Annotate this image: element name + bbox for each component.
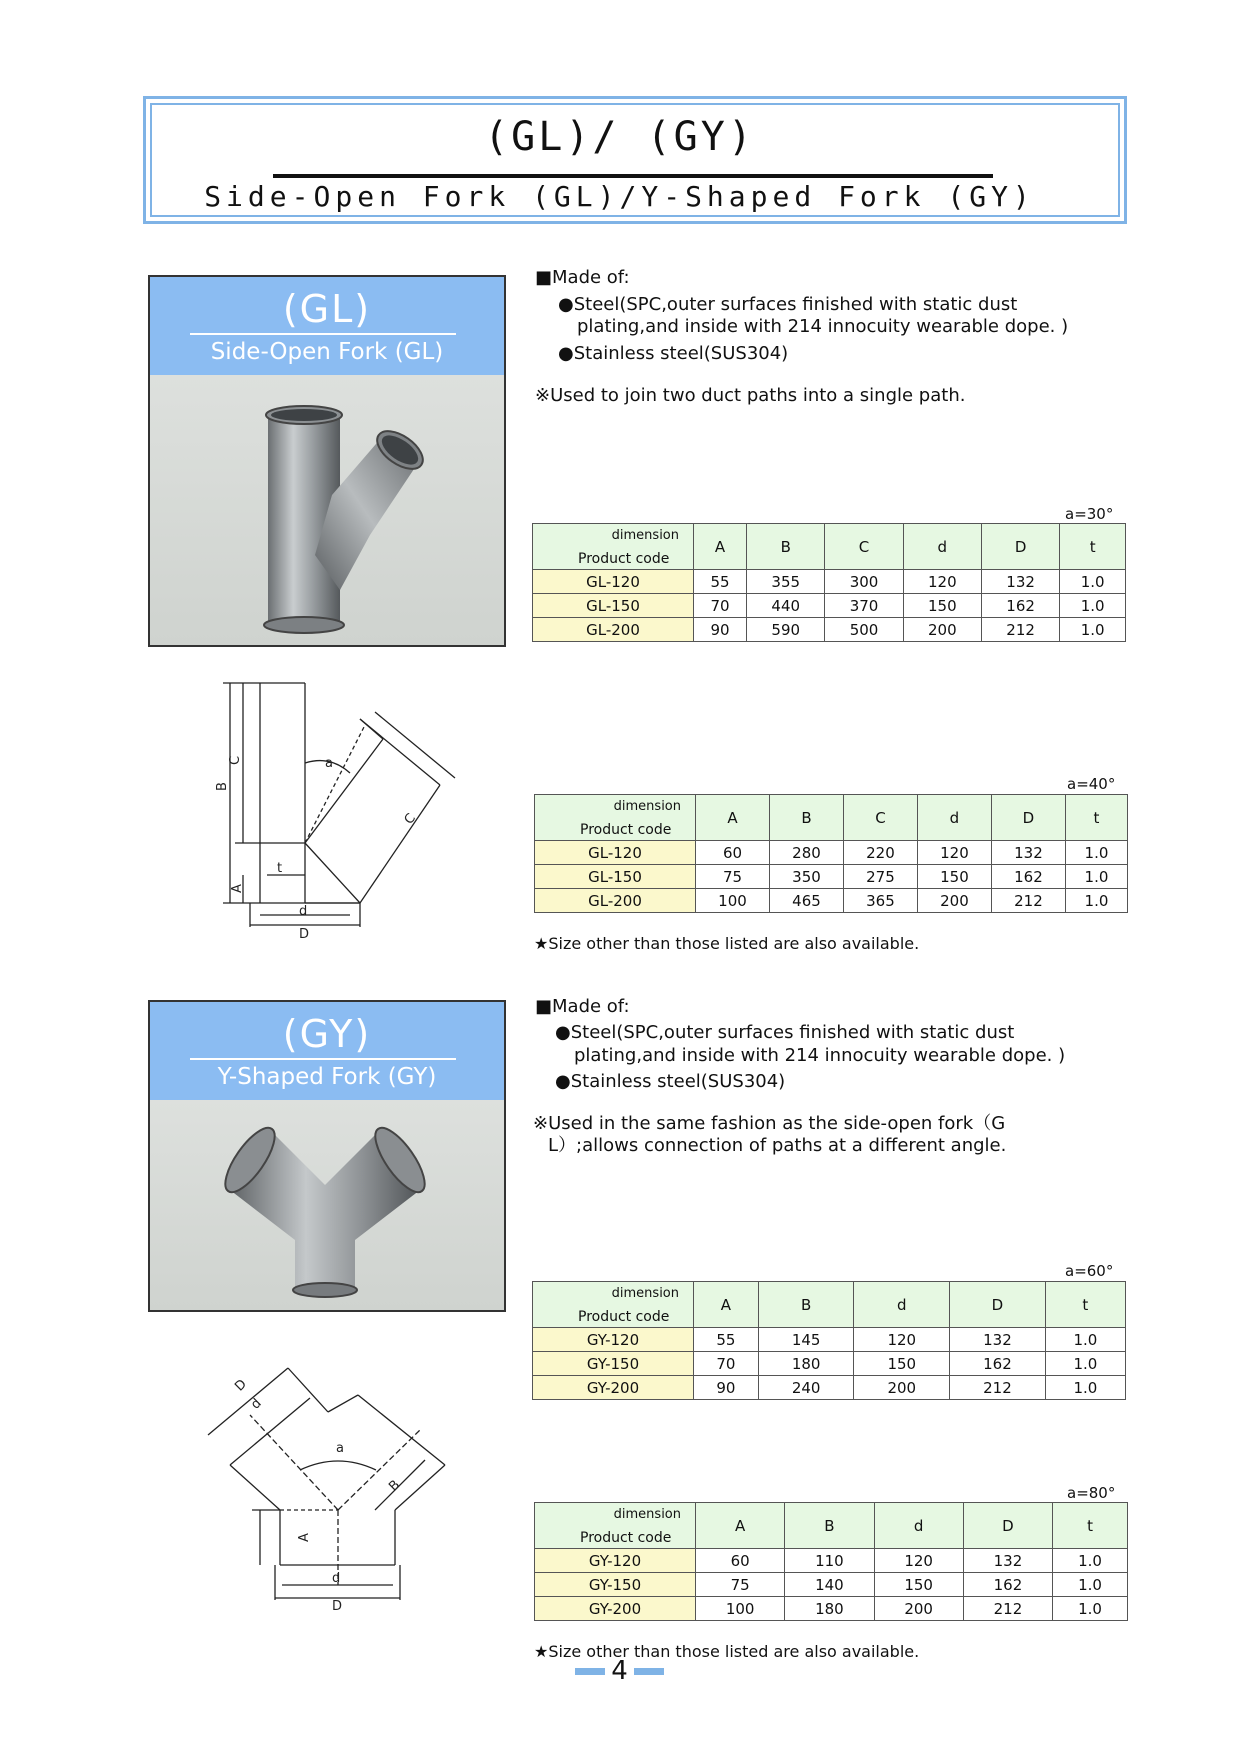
gl-usage: ※Used to join two duct paths into a single path. <box>535 385 966 406</box>
gl-name: Side-Open Fork (GL) <box>210 339 444 365</box>
gl-dimension-diagram <box>205 675 495 950</box>
gy-made-of: ■Made of: <box>535 996 630 1017</box>
gl-material-2: ●Stainless steel(SUS304) <box>558 343 789 364</box>
table-header-cell: dimension Product code <box>535 1503 696 1549</box>
table-row: GL-200 100 465 365 200 212 1.0 <box>535 889 1128 913</box>
svg-text:a: a <box>336 1441 344 1456</box>
table-row: GL-200 90 590 500 200 212 1.0 <box>533 618 1126 642</box>
table-row: GY-150 75 140 150 162 1.0 <box>535 1573 1128 1597</box>
gy-usage-b: L）;allows connection of paths at a different angle. <box>548 1135 1007 1156</box>
svg-text:t: t <box>277 861 283 876</box>
svg-text:B: B <box>386 1477 404 1495</box>
gl-material-1: ●Steel(SPC,outer surfaces finished with static dust <box>558 294 1018 315</box>
page-number: 4 <box>0 1656 1239 1686</box>
gy-material-1b: plating,and inside with 214 innocuity wearable dope. ) <box>574 1045 1066 1066</box>
gy-product-card <box>148 1000 506 1312</box>
gl-table-40: dimension Product code A B C d D t GL-120 60 280 220 120 132 1.0 GL-150 75 350 275 150 162 1.0 GL-200 100 465 365 200 212 1.0 <box>534 794 1128 913</box>
table-row: GL-120 55 355 300 120 132 1.0 <box>533 570 1126 594</box>
gy-usage: ※Used in the same fashion as the side-open fork（G <box>533 1113 1006 1134</box>
table-header-cell: dimension Product code <box>533 524 694 570</box>
gl-table-30: dimension Product code A B C d D t GL-120 55 355 300 120 132 1.0 GL-150 70 440 370 150 162 1.0 GL-200 90 590 500 200 212 1.0 <box>532 523 1126 642</box>
gl-made-of: ■Made of: <box>535 267 630 288</box>
gy-product-header <box>150 1002 504 1102</box>
svg-text:A: A <box>297 1533 312 1542</box>
svg-text:C: C <box>401 810 419 828</box>
gl-code: (GL) <box>282 287 372 331</box>
gy-material-2: ●Stainless steel(SUS304) <box>555 1071 786 1092</box>
table-row: GL-150 70 440 370 150 162 1.0 <box>533 594 1126 618</box>
gy-table-80: dimension Product code A B d D t GY-120 60 110 120 132 1.0 GY-150 75 140 150 162 1.0 GY-200 100 180 200 212 1.0 <box>534 1502 1128 1621</box>
gy-note: ★Size other than those listed are also available. <box>534 1642 920 1661</box>
gl-product-card <box>148 275 506 647</box>
gy-code: (GY) <box>282 1012 372 1056</box>
gy-fork-image <box>150 1100 504 1310</box>
table-header-cell: dimension Product code <box>535 795 696 841</box>
gl-product-header <box>150 277 504 377</box>
table-row: GL-150 75 350 275 150 162 1.0 <box>535 865 1128 889</box>
gy-angle-60: a=60° <box>1065 1262 1114 1280</box>
gy-table-60: dimension Product code A B d D t GY-120 55 145 120 132 1.0 GY-150 70 180 150 162 1.0 GY-200 90 240 200 212 1.0 <box>532 1281 1126 1400</box>
gl-photo <box>150 375 504 645</box>
table-row: GY-120 55 145 120 132 1.0 <box>533 1328 1126 1352</box>
gy-name: Y-Shaped Fork (GY) <box>217 1064 437 1090</box>
svg-text:a: a <box>325 756 333 771</box>
gy-material-1: ●Steel(SPC,outer surfaces finished with static dust <box>555 1022 1015 1043</box>
gy-angle-80: a=80° <box>1067 1484 1116 1502</box>
table-row: GY-150 70 180 150 162 1.0 <box>533 1352 1126 1376</box>
gl-angle-40: a=40° <box>1067 775 1116 793</box>
table-row: GY-200 90 240 200 212 1.0 <box>533 1376 1126 1400</box>
svg-text:D: D <box>232 1376 250 1395</box>
table-row: GY-200 100 180 200 212 1.0 <box>535 1597 1128 1621</box>
table-header-cell: dimension Product code <box>533 1282 694 1328</box>
gl-note: ★Size other than those listed are also available. <box>534 934 920 953</box>
svg-text:C: C <box>228 755 243 765</box>
gl-fork-image <box>150 375 504 645</box>
gl-angle-30: a=30° <box>1065 505 1114 523</box>
page-title: (GL)/ (GY) <box>484 114 755 160</box>
svg-text:d: d <box>299 904 308 919</box>
svg-text:B: B <box>215 782 230 791</box>
gy-dimension-diagram <box>200 1360 460 1620</box>
title-underline <box>273 174 993 178</box>
table-row: GY-120 60 110 120 132 1.0 <box>535 1549 1128 1573</box>
gy-photo <box>150 1100 504 1310</box>
svg-text:d: d <box>332 1571 341 1586</box>
svg-text:d: d <box>248 1396 265 1413</box>
svg-text:D: D <box>332 1599 343 1614</box>
page-subtitle: Side-Open Fork (GL)/Y-Shaped Fork (GY) <box>204 180 1035 213</box>
svg-text:D: D <box>299 927 310 942</box>
svg-text:A: A <box>230 884 245 893</box>
table-row: GL-120 60 280 220 120 132 1.0 <box>535 841 1128 865</box>
gl-material-1b: plating,and inside with 214 innocuity wearable dope. ) <box>577 316 1069 337</box>
